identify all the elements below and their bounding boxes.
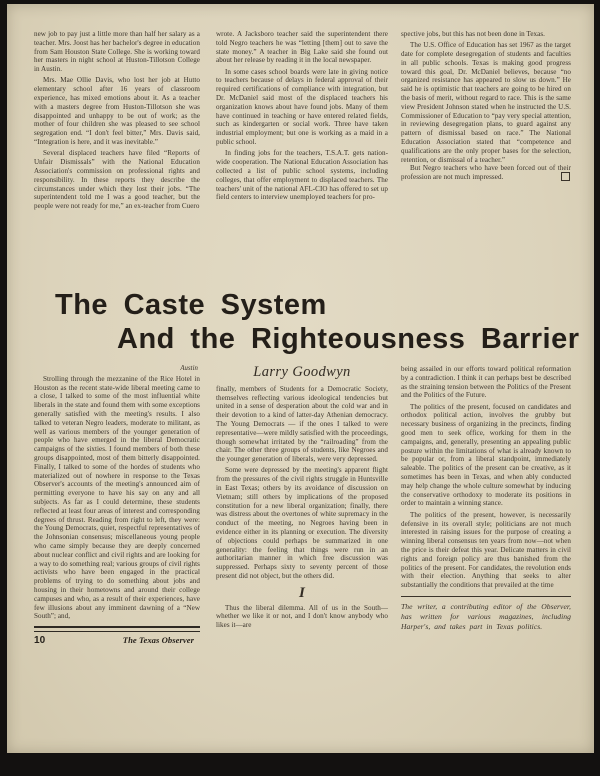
feature-column-2: [216, 366, 388, 630]
headline-line-2: And the Righteousness Barrier: [117, 323, 580, 355]
top-article-column-2: [216, 30, 388, 274]
footer-rule: [34, 626, 200, 632]
footer-publication-title: The Texas Observer: [122, 635, 194, 646]
article-paragraph: The U.S. Office of Education has set 1967 as the target date for complete desegregation of students and faculties in all public schools. Texas is making good progress toward this goal, Dr. McDaniel believes, because “no organized resistance has appeared to slow us down.” He said he is optimistic that teachers are going to be hired on the basis of merit, without regard to race. This is the same view President Johnson stated when he instructed the U.S. Commissioner of Education to “pay very special attention, in reviewing desegregation plans, to guard against any pattern of dismissal based on race.” The National Education Association stated that “competence and qualifications are the only proper bases for the selection, retention, or dismissal of a teacher.”: [401, 41, 571, 164]
headline-line-1: The Caste System: [55, 289, 327, 321]
page-footer: [34, 626, 200, 646]
writer-note: The writer, a contributing editor of the Observer, has written for various magazines, including Harper's, and takes part in Texas politics.: [401, 601, 571, 632]
article-paragraph: being assailed in our efforts toward political reformation by a contradiction. I think it can perhaps best be described as the straining tension between the Politics of the Present and the Politics of the Future.: [401, 365, 571, 400]
top-article-column-1: [34, 30, 200, 274]
article-paragraph: Some were depressed by the meeting's apparent flight from the pressures of the civil rights struggle in Huntsville in East Texas; others by its avoidance of discussion on Vietnam; still others by implications of the proposed constitution for a new liberal organization; finally, there was distress about the overtones of white supremacy in the conduct of the meeting, no Negroes having been in evidence either in its planning or execution. The diversity of objections could perhaps be summarized in one generality: the feeling that things were run in an authoritarian manner in which free discussion was suppressed. Perhaps sixty to seventy percent of those present did not object, but the others did.: [216, 466, 388, 581]
section-numeral: I: [299, 584, 305, 601]
article-end-box-icon: [561, 172, 570, 181]
dateline: Austin: [180, 365, 198, 372]
article-paragraph: But Negro teachers who have been forced out of their profession are not much impressed.: [401, 164, 571, 182]
note-divider: [401, 596, 571, 597]
byline: Larry Goodwyn: [253, 364, 351, 380]
article-paragraph: Strolling through the mezzanine of the Rice Hotel in Houston as the recent state-wide liberal meeting came to a close, I talked to some of the most influential white liberals in the state and found them with some exceptions generally satisfied with the meeting's results. I also talked to veteran Negro leaders, moderate to militant, as well as various members of the younger generation of people who have emerged in the liberal Democratic campaigns of the sixties. I found members of both these groups disappointed, most of them bitterly disappointed. Finally, I talked to some of the hordes of students who materialized out of nowhere in response to the Texas Observer's accounts of the meeting's announced aim of permitting everyone to have his say on any and all subjects. As far as I could determine, these students reflected at least four areas of interest and corresponding degrees of thrust. Reading from right to left, they were: the Young Democrats, quiet, respectful representatives of the Johnsonian consensus; miscellaneous young people who came simply because they are deeply concerned about nuclear conflict and civil rights and are looking for a way to do something real; various groups of civil rights activists who have been engaged in the practical problems of trying to do something about jobs and housing in their hometowns and around their college campuses and who, as a result of their experiences, have few illusions about any imminent dawning of a “New South”; and,: [34, 374, 200, 621]
article-paragraph: spective jobs, but this has not been done in Texas.: [401, 30, 545, 38]
article-paragraph: Thus the liberal dilemma. All of us in the South—whether we like it or not, and I don't know anybody who likes it—are: [216, 603, 388, 630]
article-paragraph: In some cases school boards were late in giving notice to teachers because of delays in federal approval of their required certifications of compliance with integration, but Dr. McDaniel said most of the displaced teachers his organization knows about have found jobs. Many of them have continued in teaching or have entered related fields, such as kindergarten or social work. Three have taken industrial employment; but one is working as a maid in a public school.: [216, 67, 388, 147]
feature-headline: [55, 288, 587, 356]
article-paragraph: In finding jobs for the teachers, T.S.A.T. gets nation-wide cooperation. The National Education Association has collected a list of public school systems, including colleges, that offer employment to displaced teachers. The teachers' unit of the national AFL-CIO has offered to set up field centers to interview unemployed teachers for pro-: [216, 149, 388, 202]
article-paragraph: new job to pay just a little more than half her salary as a teacher. Mrs. Joost has her bachelor's degree in education from Sam Houston State College. She is working toward her masters in night school at Huston-Tillotson College in Austin.: [34, 30, 200, 74]
article-paragraph: finally, members of Students for a Democratic Society, themselves reflecting various ideological tendencies but united in a sense of desperation about the cold war and in their devotion to a kind of latter-day Athenian democracy. The Young Democrats — if the ones I talked to were representative—were mildly satisfied with the proceedings, though somewhat irritated by the “railroading” from the chair. The other three groups of students, like Negroes and the younger generation of liberals, were very depressed.: [216, 384, 388, 464]
paper: [7, 4, 594, 753]
footer-page-number: 10: [34, 635, 46, 647]
article-paragraph: The politics of the present, however, is necessarily defensive in its overall style; politicians are not much interested in raising issues for the purpose of creating a winning liberal consensus ten years from now—not when the price is their defeat this year. Delicate matters in civil rights and foreign policy are thus banished from the politics of the present. For candidates, the revolution ends with their election. Anything that seeks to alter substantially the conditions that prevailed at the time: [401, 510, 571, 590]
article-paragraph: Several displaced teachers have filed “Reports of Unfair Dismissals” with the National Education Association's commission on professional rights and responsibility. In these reports they describe the circumstances under which they lost their jobs. “The superintendent told me I was a good teacher, but the people were not ready for me,” an ex-teacher from Cuero: [34, 149, 200, 211]
article-paragraph: wrote. A Jacksboro teacher said the superintendent there told Negro teachers he was “letting [them] out to save the state money.” A teacher in Big Lake said she found out about her release by reading it in the local newspaper.: [216, 30, 388, 65]
feature-column-3: [401, 365, 571, 633]
article-paragraph: The politics of the present, focused on candidates and orthodox political action, involves the grubby but necessary business of organizing in the precincts, finding good men to seek office, working for them in the campaigns, and, generally, presenting an appealing public posture within the limitations of what is already known to be popular or, from a liberal standpoint, immediately saleable. The politics of the present can be creative, as it sometimes has been in Texas, and when ably conducted may help change the whole culture somewhat by inducing the conservative orthodoxy to moderate its positions in order to maintain a winning stance.: [401, 402, 571, 508]
article-paragraph: Mrs. Mae Ollie Davis, who lost her job at Hutto elementary school after 16 years of classroom experience, has mixed emotions about it. As a teacher with a masters degree from Huston-Tillotson she was disappointed and unhappy to be out of work; as the mother of four children she was pleased to see school segregation end. “I don't feel bitter,” Mrs. Davis said, “Integration is here, and it was inevitable.”: [34, 76, 200, 147]
feature-column-1: [34, 365, 200, 646]
top-article-column-3: [401, 30, 571, 274]
